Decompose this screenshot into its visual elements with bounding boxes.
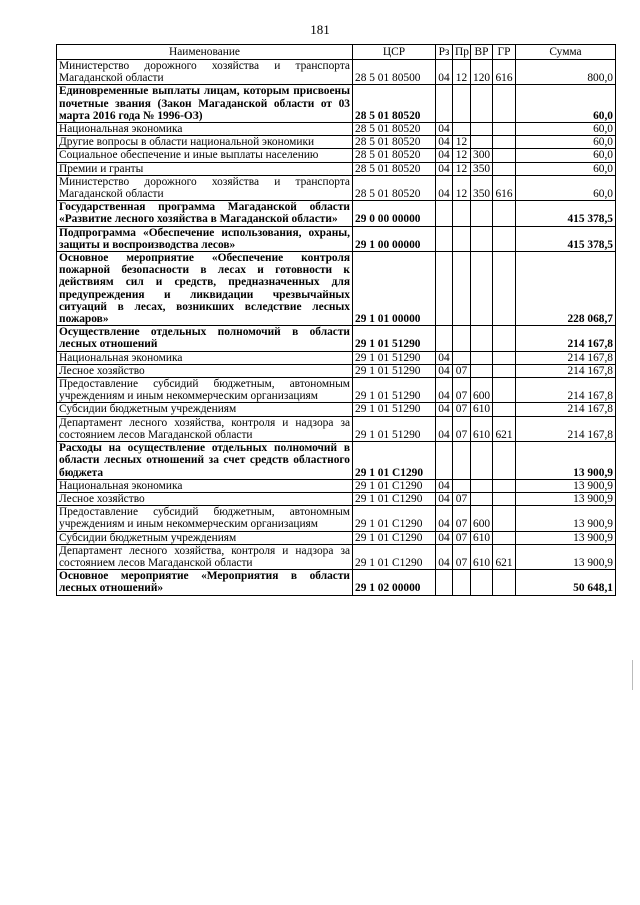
cell-vr: 300 [471,149,493,162]
page-number: 181 [310,22,330,37]
table-row [57,136,616,149]
cell-pr [453,252,471,326]
cell-sum: 60,0 [516,175,616,200]
cell-gr [493,85,516,123]
cell-vr [471,226,493,251]
cell-gr [493,570,516,595]
cell-sum: 214 167,8 [516,351,616,364]
cell-name: Основное мероприятие «Обеспечение контроля пожарной безопасности в лесах и готовности к действиям сил и средств, предназначенных для предупреждения и ликвидации чрезвычайных ситуаций в лесах, возникших вследствие лесных пожаров» [57,252,353,326]
cell-csr: 29 1 00 00000 [353,226,436,251]
cell-rz: 04 [436,492,453,505]
cell-gr [493,442,516,480]
cell-vr: 600 [471,506,493,531]
cell-pr [453,570,471,595]
cell-csr: 29 0 00 00000 [353,201,436,226]
cell-vr [471,85,493,123]
header-sum: Сумма [516,45,616,60]
table-row [57,162,616,175]
cell-vr [471,364,493,377]
cell-pr [453,226,471,251]
cell-rz [436,201,453,226]
cell-pr: 12 [453,60,471,85]
cell-gr [493,226,516,251]
cell-rz: 04 [436,364,453,377]
cell-pr: 07 [453,531,471,544]
cell-vr: 610 [471,416,493,441]
cell-sum: 214 167,8 [516,364,616,377]
cell-pr: 12 [453,149,471,162]
cell-sum: 13 900,9 [516,531,616,544]
cell-rz: 04 [436,544,453,569]
table-row [57,226,616,251]
cell-csr: 28 5 01 80520 [353,123,436,136]
cell-name: Единовременные выплаты лицам, которым присвоены почетные звания (Закон Магаданской области от 03 марта 2016 года № 1996-ОЗ) [57,85,353,123]
cell-sum: 214 167,8 [516,378,616,403]
cell-rz: 04 [436,416,453,441]
cell-csr: 29 1 01 С1290 [353,442,436,480]
cell-pr: 07 [453,416,471,441]
cell-gr [493,252,516,326]
cell-sum: 13 900,9 [516,442,616,480]
table-body [57,60,616,596]
cell-vr: 350 [471,162,493,175]
cell-sum: 60,0 [516,85,616,123]
table-row [57,201,616,226]
cell-vr [471,252,493,326]
cell-rz [436,570,453,595]
cell-name: Субсидии бюджетным учреждениям [57,531,353,544]
table-row [57,479,616,492]
cell-csr: 29 1 01 С1290 [353,544,436,569]
cell-vr [471,492,493,505]
cell-rz: 04 [436,175,453,200]
header-row [57,45,616,60]
table-row [57,123,616,136]
cell-csr: 29 1 01 51290 [353,351,436,364]
cell-name: Предоставление субсидий бюджетным, автономным учреждениям и иным некоммерческим организациям [57,378,353,403]
table-row [57,175,616,200]
table-row [57,531,616,544]
cell-name: Осуществление отдельных полномочий в области лесных отношений [57,326,353,351]
table-row [57,403,616,416]
cell-csr: 29 1 01 51290 [353,403,436,416]
cell-sum: 50 648,1 [516,570,616,595]
cell-vr [471,442,493,480]
cell-rz: 04 [436,531,453,544]
cell-name: Департамент лесного хозяйства, контроля и надзора за состоянием лесов Магаданской области [57,416,353,441]
table-row [57,442,616,480]
cell-csr: 29 1 01 С1290 [353,479,436,492]
cell-gr: 616 [493,60,516,85]
cell-gr [493,123,516,136]
cell-vr: 610 [471,544,493,569]
cell-rz [436,85,453,123]
table-row [57,351,616,364]
cell-gr [493,479,516,492]
cell-csr: 29 1 02 00000 [353,570,436,595]
cell-vr [471,479,493,492]
cell-sum: 800,0 [516,60,616,85]
cell-sum: 60,0 [516,149,616,162]
cell-gr [493,378,516,403]
cell-gr [493,149,516,162]
cell-pr [453,326,471,351]
cell-vr [471,136,493,149]
cell-csr: 29 1 01 51290 [353,378,436,403]
cell-pr [453,123,471,136]
cell-gr [493,506,516,531]
cell-sum: 60,0 [516,123,616,136]
cell-csr: 29 1 01 С1290 [353,531,436,544]
cell-name: Подпрограмма «Обеспечение использования, охраны, защиты и воспроизводства лесов» [57,226,353,251]
cell-csr: 28 5 01 80520 [353,85,436,123]
scan-edge-mark [632,660,633,690]
cell-vr [471,570,493,595]
cell-name: Государственная программа Магаданской области «Развитие лесного хозяйства в Магаданской области» [57,201,353,226]
header-csr: ЦСР [353,45,436,60]
cell-vr [471,326,493,351]
cell-rz: 04 [436,149,453,162]
cell-pr: 12 [453,136,471,149]
cell-sum: 60,0 [516,162,616,175]
cell-vr: 600 [471,378,493,403]
cell-rz: 04 [436,162,453,175]
cell-name: Департамент лесного хозяйства, контроля и надзора за состоянием лесов Магаданской области [57,544,353,569]
table-row [57,149,616,162]
header-pr: Пр [453,45,471,60]
cell-vr: 610 [471,403,493,416]
cell-rz: 04 [436,123,453,136]
cell-sum: 214 167,8 [516,403,616,416]
cell-name: Лесное хозяйство [57,364,353,377]
cell-csr: 28 5 01 80500 [353,60,436,85]
cell-pr: 07 [453,378,471,403]
cell-name: Предоставление субсидий бюджетным, автономным учреждениям и иным некоммерческим организациям [57,506,353,531]
cell-sum: 415 378,5 [516,226,616,251]
table-row [57,85,616,123]
cell-csr: 29 1 01 51290 [353,326,436,351]
cell-rz [436,226,453,251]
cell-sum: 60,0 [516,136,616,149]
cell-pr: 07 [453,544,471,569]
cell-pr [453,201,471,226]
cell-name: Расходы на осуществление отдельных полномочий в области лесных отношений за счет средств областного бюджета [57,442,353,480]
cell-gr [493,326,516,351]
cell-vr [471,123,493,136]
table-row [57,544,616,569]
cell-vr: 350 [471,175,493,200]
cell-gr: 616 [493,175,516,200]
cell-csr: 29 1 01 С1290 [353,492,436,505]
cell-vr: 610 [471,531,493,544]
cell-vr [471,201,493,226]
cell-vr [471,351,493,364]
cell-pr: 12 [453,175,471,200]
header-name: Наименование [57,45,353,60]
cell-gr [493,403,516,416]
cell-name: Национальная экономика [57,351,353,364]
cell-sum: 228 068,7 [516,252,616,326]
cell-pr: 12 [453,162,471,175]
cell-rz: 04 [436,60,453,85]
table-row [57,364,616,377]
cell-rz: 04 [436,351,453,364]
cell-name: Национальная экономика [57,479,353,492]
cell-gr [493,201,516,226]
table-row [57,326,616,351]
table-row [57,252,616,326]
header-gr: ГР [493,45,516,60]
cell-sum: 13 900,9 [516,492,616,505]
table-row [57,60,616,85]
cell-csr: 29 1 01 51290 [353,416,436,441]
cell-rz: 04 [436,506,453,531]
cell-rz: 04 [436,136,453,149]
cell-gr: 621 [493,544,516,569]
cell-name: Министерство дорожного хозяйства и транспорта Магаданской области [57,175,353,200]
cell-sum: 13 900,9 [516,506,616,531]
cell-csr: 29 1 01 51290 [353,364,436,377]
cell-csr: 28 5 01 80520 [353,175,436,200]
cell-pr [453,479,471,492]
cell-rz [436,252,453,326]
cell-pr: 07 [453,403,471,416]
cell-name: Социальное обеспечение и иные выплаты населению [57,149,353,162]
table-row [57,506,616,531]
cell-name: Премии и гранты [57,162,353,175]
cell-vr: 120 [471,60,493,85]
cell-name: Субсидии бюджетным учреждениям [57,403,353,416]
header-rz: Рз [436,45,453,60]
cell-pr [453,442,471,480]
cell-rz: 04 [436,378,453,403]
cell-rz: 04 [436,403,453,416]
header-vr: ВР [471,45,493,60]
cell-gr [493,162,516,175]
table-row [57,416,616,441]
cell-name: Лесное хозяйство [57,492,353,505]
cell-name: Основное мероприятие «Мероприятия в области лесных отношений» [57,570,353,595]
cell-gr [493,492,516,505]
cell-gr: 621 [493,416,516,441]
cell-rz: 04 [436,479,453,492]
cell-csr: 29 1 01 00000 [353,252,436,326]
cell-rz [436,326,453,351]
budget-table [56,44,616,596]
cell-name: Другие вопросы в области национальной экономики [57,136,353,149]
cell-sum: 214 167,8 [516,416,616,441]
table-header [57,45,616,60]
cell-csr: 28 5 01 80520 [353,136,436,149]
cell-csr: 28 5 01 80520 [353,162,436,175]
cell-name: Национальная экономика [57,123,353,136]
cell-gr [493,364,516,377]
cell-pr: 07 [453,506,471,531]
cell-sum: 415 378,5 [516,201,616,226]
table-row [57,570,616,595]
cell-pr [453,351,471,364]
cell-gr [493,531,516,544]
cell-gr [493,136,516,149]
cell-rz [436,442,453,480]
cell-sum: 214 167,8 [516,326,616,351]
cell-csr: 29 1 01 С1290 [353,506,436,531]
cell-pr: 07 [453,492,471,505]
cell-csr: 28 5 01 80520 [353,149,436,162]
cell-gr [493,351,516,364]
cell-sum: 13 900,9 [516,544,616,569]
cell-pr [453,85,471,123]
cell-name: Министерство дорожного хозяйства и транспорта Магаданской области [57,60,353,85]
table-row [57,492,616,505]
cell-sum: 13 900,9 [516,479,616,492]
table-row [57,378,616,403]
cell-pr: 07 [453,364,471,377]
